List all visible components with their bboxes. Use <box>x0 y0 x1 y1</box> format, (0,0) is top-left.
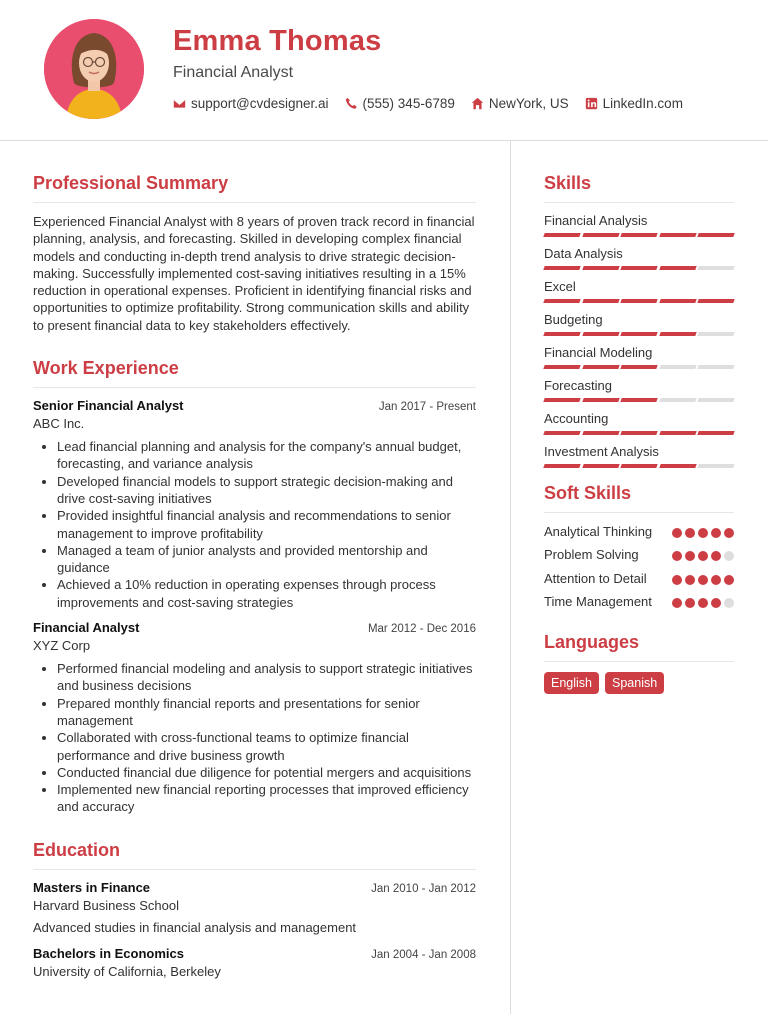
school-name: Harvard Business School <box>33 897 179 913</box>
skills-heading: Skills <box>544 173 734 203</box>
contact-email[interactable] <box>173 96 329 111</box>
skill-item <box>544 279 734 303</box>
skill-level-segment <box>543 464 580 468</box>
skill-level-segment <box>620 365 657 369</box>
envelope-icon <box>173 97 186 110</box>
soft-skill-name: Problem Solving <box>544 547 639 563</box>
education-heading: Education <box>33 840 476 870</box>
education-section <box>33 840 476 979</box>
skill-level-segment <box>582 365 619 369</box>
skill-level-segment <box>582 431 619 435</box>
skill-level-segment <box>543 332 580 336</box>
skill-level-segment <box>582 299 619 303</box>
skill-level-bar <box>544 299 734 303</box>
bullet-item: • Performed financial modeling and analysis to support strategic initiatives and business decisions <box>57 660 476 695</box>
rating-dot <box>711 528 721 538</box>
education-entry <box>33 946 476 979</box>
skills-list <box>544 213 734 468</box>
skill-item <box>544 345 734 369</box>
bullet-item: • Implemented new financial reporting processes that improved efficiency and accuracy <box>57 781 476 816</box>
soft-skills-heading: Soft Skills <box>544 483 734 513</box>
skill-level-segment <box>698 266 735 270</box>
skill-level-bar <box>544 233 734 237</box>
skill-level-segment <box>659 266 696 270</box>
rating-dot <box>698 551 708 561</box>
education-entry <box>33 880 476 935</box>
skill-item <box>544 246 734 270</box>
soft-skill-rating <box>672 575 734 585</box>
skill-item <box>544 411 734 435</box>
skill-level-segment <box>543 299 580 303</box>
education-date: Jan 2004 - Jan 2008 <box>371 948 476 961</box>
language-badge: Spanish <box>605 672 664 694</box>
home-icon <box>471 97 484 110</box>
skill-level-segment <box>620 464 657 468</box>
skill-level-segment <box>582 398 619 402</box>
rating-dot <box>672 598 682 608</box>
job-bullets <box>33 660 476 816</box>
degree-title: Masters in Finance <box>33 879 151 895</box>
linkedin-text: LinkedIn.com <box>602 96 683 111</box>
skill-item <box>544 444 734 468</box>
linkedin-icon <box>585 97 598 110</box>
rating-dot <box>685 575 695 585</box>
skill-level-segment <box>543 233 580 237</box>
languages-list <box>544 672 734 694</box>
skill-level-bar <box>544 266 734 270</box>
summary-text: Experienced Financial Analyst with 8 years of proven track record in financial planning, analysis, and forecasting. Skilled in developing complex financial models and conducting in-depth trend analysis to drive strategic decision-making. Successfully implemented cost-saving initiatives resulting in a 15% reduction in operational expenses. Proficient in identifying financial risks and opportunities to optimize profitability. Strong communication skills and ability to present financial data to key stakeholders effectively. <box>33 214 475 333</box>
soft-skill-rating <box>672 551 734 561</box>
rating-dot <box>685 528 695 538</box>
rating-dot <box>724 598 734 608</box>
soft-skill-name: Analytical Thinking <box>544 524 653 539</box>
skill-level-segment <box>620 266 657 270</box>
soft-skill-item <box>544 570 734 587</box>
phone-text: (555) 345-6789 <box>362 96 455 111</box>
languages-heading: Languages <box>544 632 734 662</box>
job-company: XYZ Corp <box>33 638 91 654</box>
skill-item <box>544 213 734 237</box>
bullet-item: • Achieved a 10% reduction in operating expenses through process improvements and cost-saving strategies <box>57 576 476 611</box>
summary-heading: Professional Summary <box>33 173 476 203</box>
avatar-illustration <box>44 19 144 119</box>
skill-level-segment <box>543 431 580 435</box>
skill-name: Data Analysis <box>544 246 623 261</box>
skill-level-segment <box>698 365 735 369</box>
soft-skill-item <box>544 546 734 563</box>
skill-level-segment <box>659 431 696 435</box>
skill-level-segment <box>698 398 735 402</box>
rating-dot <box>672 551 682 561</box>
skill-name: Budgeting <box>544 312 603 327</box>
rating-dot <box>685 598 695 608</box>
languages-section <box>544 632 734 694</box>
job-title: Financial Analyst <box>33 620 140 636</box>
skill-level-segment <box>659 299 696 303</box>
rating-dot <box>724 551 734 561</box>
bullet-item: • Managed a team of junior analysts and provided mentorship and guidance <box>57 542 476 577</box>
rating-dot <box>724 575 734 585</box>
skill-level-bar <box>544 431 734 435</box>
candidate-title: Financial Analyst <box>173 64 294 81</box>
skill-name: Accounting <box>544 411 609 426</box>
skill-name: Financial Analysis <box>544 213 648 228</box>
skill-level-segment <box>659 398 696 402</box>
skill-level-bar <box>544 464 734 468</box>
job-entry <box>33 398 476 611</box>
candidate-name: Emma Thomas <box>173 25 382 57</box>
skill-level-bar <box>544 365 734 369</box>
work-section <box>33 358 476 816</box>
rating-dot <box>672 528 682 538</box>
skill-level-segment <box>582 266 619 270</box>
skill-level-segment <box>659 464 696 468</box>
skill-level-segment <box>582 464 619 468</box>
soft-skill-item <box>544 593 734 610</box>
contact-location <box>471 96 569 111</box>
rating-dot <box>711 551 721 561</box>
skill-level-segment <box>620 332 657 336</box>
skill-level-segment <box>620 431 657 435</box>
skill-item <box>544 378 734 402</box>
soft-skill-rating <box>672 598 734 608</box>
job-date: Mar 2012 - Dec 2016 <box>367 623 476 636</box>
skill-level-segment <box>698 299 735 303</box>
skill-item <box>544 312 734 336</box>
bullet-item: • Conducted financial due diligence for potential mergers and acquisitions <box>57 764 476 781</box>
rating-dot <box>724 528 734 538</box>
skill-level-segment <box>543 398 580 402</box>
skill-level-segment <box>659 332 696 336</box>
job-company: ABC Inc. <box>33 416 85 432</box>
soft-skill-rating <box>672 528 734 538</box>
degree-title: Bachelors in Economics <box>33 945 184 961</box>
school-name: University of California, Berkeley <box>33 963 221 979</box>
job-title: Senior Financial Analyst <box>33 398 184 414</box>
skill-level-segment <box>582 233 619 237</box>
skill-level-segment <box>582 332 619 336</box>
bullet-item: • Lead financial planning and analysis for the company's annual budget, forecasting, and variance analysis <box>57 438 476 473</box>
soft-skill-item <box>544 523 734 540</box>
email-text: support@cvdesigner.ai <box>191 96 329 111</box>
rating-dot <box>672 575 682 585</box>
education-date: Jan 2010 - Jan 2012 <box>371 882 476 895</box>
main-column <box>33 140 476 979</box>
contact-phone[interactable] <box>345 96 455 111</box>
rating-dot <box>711 575 721 585</box>
bullet-item: • Prepared monthly financial reports and presentations for senior management <box>57 695 476 730</box>
rating-dot <box>711 598 721 608</box>
sidebar-column <box>544 140 734 694</box>
skills-section <box>544 173 734 468</box>
rating-dot <box>685 551 695 561</box>
skill-level-segment <box>659 233 696 237</box>
skill-name: Financial Modeling <box>544 345 653 360</box>
phone-icon <box>345 97 358 110</box>
soft-skills-list <box>544 523 734 610</box>
bullet-item: • Collaborated with cross-functional teams to optimize financial performance and drive business growth <box>57 729 476 764</box>
profile-photo <box>44 19 144 119</box>
skill-name: Forecasting <box>544 378 612 393</box>
job-bullets <box>33 438 476 611</box>
job-entry <box>33 620 476 816</box>
soft-skills-section <box>544 483 734 610</box>
skill-level-segment <box>620 398 657 402</box>
bullet-item: • Developed financial models to support strategic decision-making and drive cost-saving initiatives <box>57 473 476 508</box>
soft-skill-name: Time Management <box>544 593 652 609</box>
rating-dot <box>698 528 708 538</box>
job-date: Jan 2017 - Present <box>378 401 476 414</box>
rating-dot <box>698 575 708 585</box>
skill-name: Excel <box>544 279 576 294</box>
skill-level-segment <box>698 431 735 435</box>
summary-section <box>33 173 476 334</box>
location-text: NewYork, US <box>488 96 569 111</box>
contact-linkedin[interactable] <box>585 96 683 111</box>
skill-level-segment <box>620 233 657 237</box>
column-divider <box>510 140 511 1014</box>
education-description: Advanced studies in financial analysis and management <box>33 919 357 935</box>
contact-row <box>173 96 683 111</box>
skill-level-segment <box>698 233 735 237</box>
skill-level-segment <box>698 332 735 336</box>
work-heading: Work Experience <box>33 358 476 388</box>
soft-skill-name: Attention to Detail <box>544 570 647 586</box>
skill-level-segment <box>543 365 580 369</box>
skill-level-segment <box>620 299 657 303</box>
skill-level-segment <box>543 266 580 270</box>
skill-level-bar <box>544 332 734 336</box>
rating-dot <box>698 598 708 608</box>
resume-header <box>0 0 768 141</box>
bullet-item: • Provided insightful financial analysis and recommendations to senior management to improve profitability <box>57 507 476 542</box>
skill-level-segment <box>659 365 696 369</box>
skill-name: Investment Analysis <box>544 444 659 459</box>
skill-level-bar <box>544 398 734 402</box>
skill-level-segment <box>698 464 735 468</box>
language-badge: English <box>544 672 599 694</box>
